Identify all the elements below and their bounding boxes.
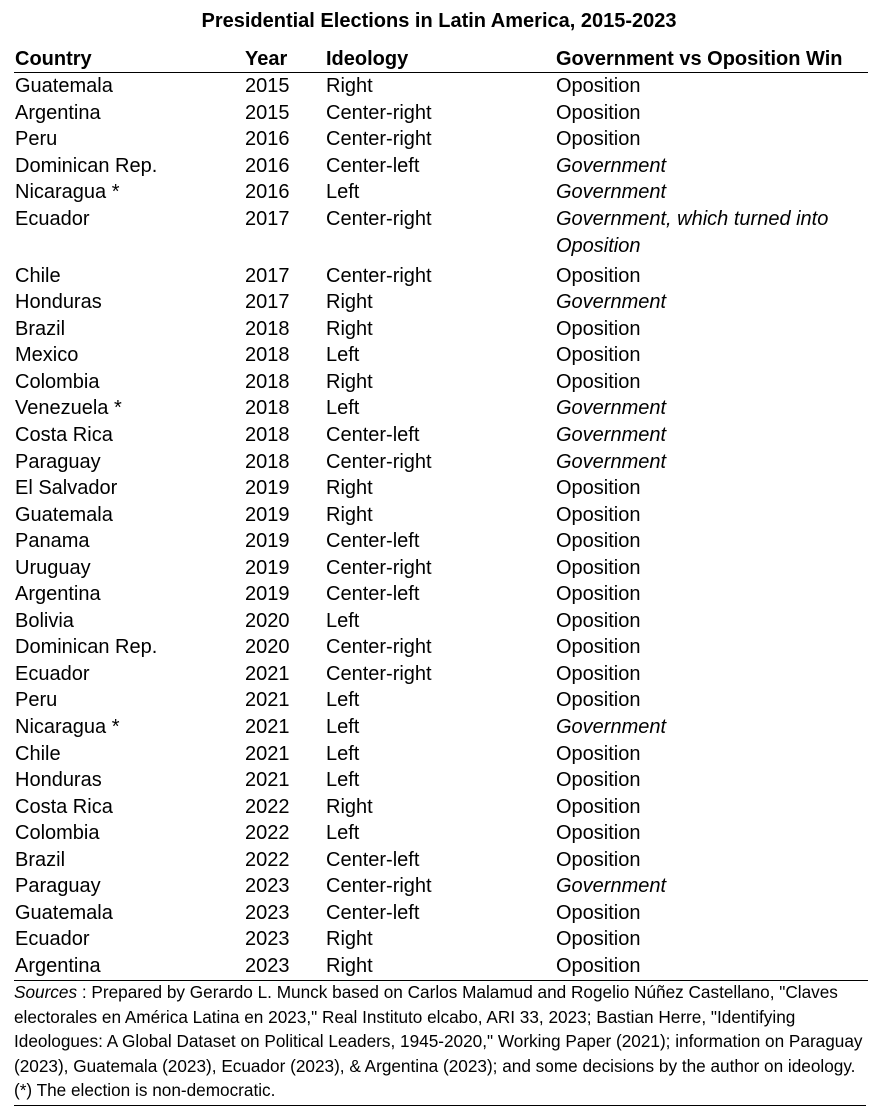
- cell-ideology: Left: [326, 609, 360, 632]
- cell-year: 2021: [245, 742, 290, 765]
- cell-country: Peru: [15, 689, 58, 712]
- cell-year: 2018: [245, 450, 290, 473]
- table-header: [14, 46, 868, 73]
- cell-win: Oposition: [556, 477, 641, 500]
- cell-ideology: Right: [326, 928, 373, 951]
- cell-ideology: Left: [326, 716, 360, 739]
- table-row: [14, 206, 868, 263]
- cell-year: 2019: [245, 503, 290, 526]
- table-body: [14, 73, 868, 981]
- cell-ideology: Center-left: [326, 901, 420, 924]
- cell-year: 2023: [245, 928, 290, 951]
- table-row: [14, 502, 868, 529]
- cell-country: Argentina: [15, 101, 101, 124]
- cell-ideology: Left: [326, 689, 360, 712]
- cell-country: Ecuador: [15, 928, 90, 951]
- cell-year: 2020: [245, 609, 290, 632]
- cell-country: Honduras: [15, 769, 102, 792]
- cell-year: 2018: [245, 344, 290, 367]
- table-title: Presidential Elections in Latin America, 2015-2023: [201, 10, 677, 32]
- cell-ideology: Center-left: [326, 583, 420, 606]
- table-row: [14, 449, 868, 476]
- cell-year: 2018: [245, 370, 290, 393]
- cell-win: Oposition: [556, 901, 641, 924]
- elections-table: [14, 46, 868, 981]
- cell-ideology: Left: [326, 397, 360, 420]
- cell-country: Peru: [15, 128, 58, 151]
- cell-country: Paraguay: [15, 875, 101, 898]
- cell-win: Oposition: [556, 609, 641, 632]
- cell-country: Argentina: [15, 954, 101, 977]
- cell-win: Oposition: [556, 636, 641, 659]
- cell-country: Dominican Rep.: [15, 636, 158, 659]
- table-row: [14, 369, 868, 396]
- cell-win: Government: [556, 450, 667, 473]
- cell-country: Bolivia: [15, 609, 74, 632]
- cell-year: 2015: [245, 75, 290, 97]
- cell-country: Guatemala: [15, 901, 113, 924]
- cell-ideology: Right: [326, 75, 373, 97]
- cell-country: Argentina: [15, 583, 101, 606]
- header-win: Government vs Oposition Win: [556, 48, 843, 70]
- cell-year: 2023: [245, 875, 290, 898]
- cell-country: Guatemala: [15, 75, 113, 97]
- cell-country: Brazil: [15, 317, 66, 340]
- cell-country: Colombia: [15, 370, 100, 393]
- cell-ideology: Center-left: [326, 154, 420, 177]
- cell-country: Costa Rica: [15, 424, 113, 447]
- cell-year: 2017: [245, 291, 290, 314]
- cell-year: 2022: [245, 822, 290, 845]
- table-row: [14, 179, 868, 206]
- header-country: Country: [15, 48, 92, 70]
- cell-win: Oposition: [556, 848, 641, 871]
- cell-year: 2015: [245, 101, 290, 124]
- table-row: [14, 100, 868, 127]
- table-row: [14, 661, 868, 688]
- table-row: [14, 608, 868, 635]
- cell-year: 2018: [245, 424, 290, 447]
- sources-label: Sources: [14, 982, 78, 1002]
- table-row: [14, 475, 868, 502]
- cell-ideology: Center-left: [326, 424, 420, 447]
- cell-ideology: Center-right: [326, 875, 432, 898]
- cell-year: 2016: [245, 181, 290, 204]
- cell-year: 2016: [245, 128, 290, 151]
- cell-win: Government: [556, 716, 667, 739]
- cell-win: Oposition: [556, 556, 641, 579]
- cell-ideology: Center-left: [326, 530, 420, 553]
- table-row: [14, 873, 868, 900]
- cell-ideology: Right: [326, 477, 373, 500]
- cell-win: Oposition: [556, 928, 641, 951]
- cell-win: Government: [556, 424, 667, 447]
- table-row: [14, 634, 868, 661]
- table-row: [14, 528, 868, 555]
- cell-year: 2017: [245, 207, 290, 230]
- cell-ideology: Left: [326, 769, 360, 792]
- cell-ideology: Center-right: [326, 207, 432, 230]
- cell-country: Nicaragua *: [15, 716, 120, 739]
- cell-country: Chile: [15, 264, 61, 287]
- cell-country: Venezuela *: [15, 397, 122, 420]
- sources-note: [14, 980, 866, 1106]
- cell-ideology: Right: [326, 954, 373, 977]
- cell-ideology: Right: [326, 370, 373, 393]
- cell-country: Ecuador: [15, 207, 90, 230]
- cell-win: Oposition: [556, 795, 641, 818]
- cell-year: 2023: [245, 954, 290, 977]
- cell-win: Government: [556, 291, 667, 314]
- cell-win: Oposition: [556, 689, 641, 712]
- cell-country: Chile: [15, 742, 61, 765]
- cell-win: Oposition: [556, 101, 641, 124]
- table-row: [14, 714, 868, 741]
- table-row: [14, 953, 868, 980]
- cell-win: Oposition: [556, 264, 641, 287]
- table-row: [14, 263, 868, 290]
- cell-country: Brazil: [15, 848, 66, 871]
- cell-ideology: Left: [326, 822, 360, 845]
- cell-year: 2019: [245, 556, 290, 579]
- cell-year: 2020: [245, 636, 290, 659]
- cell-country: Colombia: [15, 822, 100, 845]
- cell-win: Oposition: [556, 370, 641, 393]
- cell-year: 2022: [245, 795, 290, 818]
- cell-year: 2016: [245, 154, 290, 177]
- cell-win: Oposition: [556, 503, 641, 526]
- table-row: [14, 741, 868, 768]
- cell-year: 2019: [245, 583, 290, 606]
- header-year: Year: [245, 48, 288, 70]
- table-row: [14, 581, 868, 608]
- table-row: [14, 767, 868, 794]
- cell-country: Uruguay: [15, 556, 91, 579]
- table-row: [14, 289, 868, 316]
- cell-win: Oposition: [556, 344, 641, 367]
- cell-ideology: Center-right: [326, 662, 432, 685]
- cell-ideology: Right: [326, 795, 373, 818]
- cell-ideology: Left: [326, 344, 360, 367]
- cell-ideology: Right: [326, 291, 373, 314]
- cell-year: 2021: [245, 662, 290, 685]
- cell-year: 2021: [245, 689, 290, 712]
- cell-year: 2023: [245, 901, 290, 924]
- cell-win: Government: [556, 397, 667, 420]
- cell-win: Oposition: [556, 530, 641, 553]
- cell-win: Oposition: [556, 583, 641, 606]
- cell-ideology: Right: [326, 317, 373, 340]
- cell-win: Oposition: [556, 317, 641, 340]
- cell-win: Oposition: [556, 128, 641, 151]
- cell-year: 2018: [245, 317, 290, 340]
- cell-country: Nicaragua *: [15, 181, 120, 204]
- cell-ideology: Center-right: [326, 264, 432, 287]
- table-row: [14, 900, 868, 927]
- table-row: [14, 126, 868, 153]
- cell-year: 2017: [245, 264, 290, 287]
- cell-country: El Salvador: [15, 477, 118, 500]
- cell-ideology: Center-right: [326, 450, 432, 473]
- cell-ideology: Center-right: [326, 636, 432, 659]
- table-row: [14, 395, 868, 422]
- cell-ideology: Center-right: [326, 556, 432, 579]
- table-row: [14, 422, 868, 449]
- table-row: [14, 926, 868, 953]
- cell-country: Paraguay: [15, 450, 101, 473]
- cell-win: Oposition: [556, 822, 641, 845]
- cell-year: 2019: [245, 477, 290, 500]
- cell-year: 2021: [245, 716, 290, 739]
- cell-year: 2022: [245, 848, 290, 871]
- cell-ideology: Center-right: [326, 128, 432, 151]
- cell-win: Government: [556, 154, 667, 177]
- table-row: [14, 820, 868, 847]
- table-row: [14, 687, 868, 714]
- cell-ideology: Center-right: [326, 101, 432, 124]
- cell-win: Oposition: [556, 75, 641, 97]
- cell-win: Oposition: [556, 954, 641, 977]
- cell-win: Oposition: [556, 742, 641, 765]
- cell-win: Oposition: [556, 662, 641, 685]
- cell-country: Guatemala: [15, 503, 113, 526]
- cell-ideology: Right: [326, 503, 373, 526]
- cell-year: 2021: [245, 769, 290, 792]
- sources-text: : Prepared by Gerardo L. Munck based on Carlos Malamud and Rogelio Núñez Castellano, "Claves electorales en América Latina en 2023," Real Instituto elcabo, ARI 33, 2023; Bastian Herre, "Identifying Ideologues: A Global Dataset on Political Leaders, 1945-2020," Working Paper (2021); information on Paraguay (2023), Guatemala (2023), Ecuador (2023), & Argentina (2023); and some decisions by the author on ideology. (*) The election is non-democratic.: [14, 982, 863, 1101]
- cell-ideology: Center-left: [326, 848, 420, 871]
- table-row: [14, 794, 868, 821]
- header-ideology: Ideology: [326, 48, 409, 70]
- cell-country: Dominican Rep.: [15, 154, 158, 177]
- cell-win: Government: [556, 181, 667, 204]
- cell-year: 2018: [245, 397, 290, 420]
- cell-country: Mexico: [15, 344, 79, 367]
- cell-country: Honduras: [15, 291, 102, 314]
- cell-country: Ecuador: [15, 662, 90, 685]
- cell-win: Oposition: [556, 769, 641, 792]
- cell-country: Panama: [15, 530, 90, 553]
- cell-win: Government: [556, 875, 667, 898]
- table-row: [14, 316, 868, 343]
- cell-year: 2019: [245, 530, 290, 553]
- table-row: [14, 153, 868, 180]
- table-row: [14, 342, 868, 369]
- cell-ideology: Left: [326, 181, 360, 204]
- table-row: [14, 847, 868, 874]
- table-row: [14, 555, 868, 582]
- table-row: [14, 73, 868, 100]
- cell-win: Government, which turned into Oposition: [556, 207, 829, 257]
- cell-ideology: Left: [326, 742, 360, 765]
- cell-country: Costa Rica: [15, 795, 113, 818]
